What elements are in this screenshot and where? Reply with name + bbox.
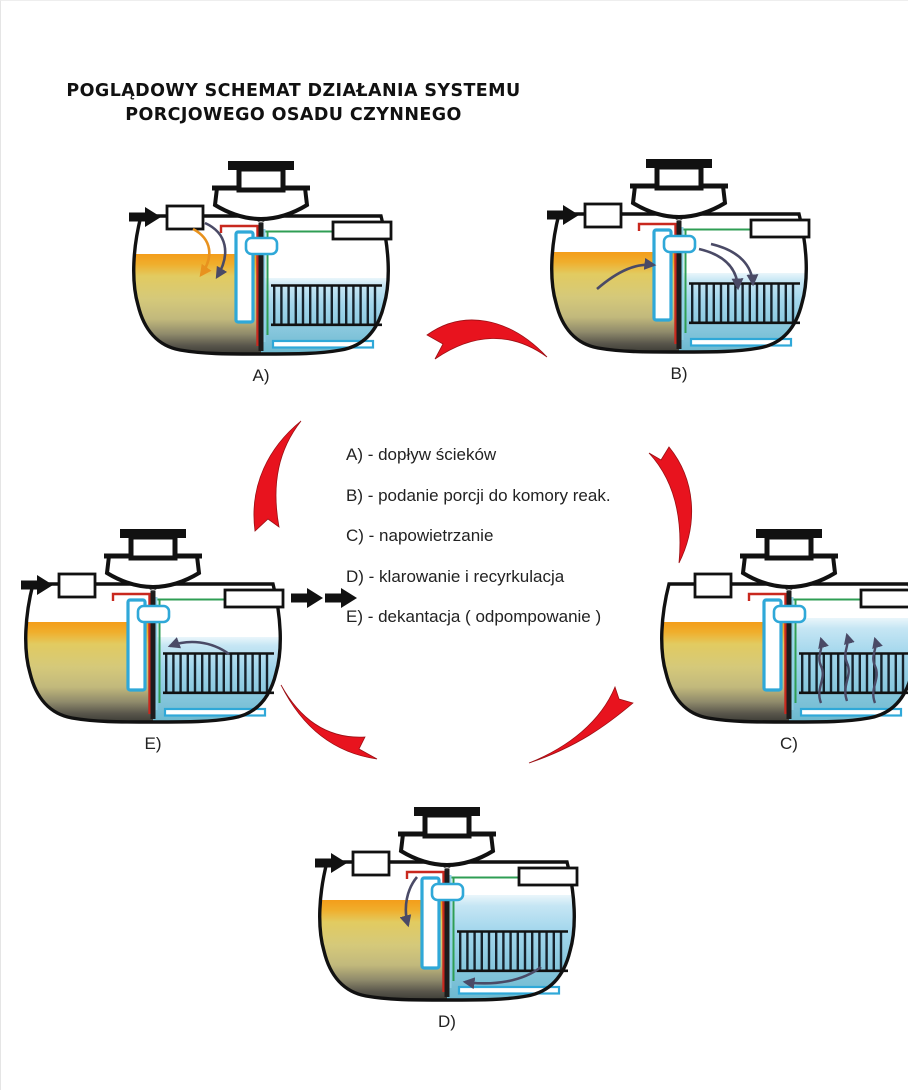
inflow-arrow-icon [21,575,53,595]
tank-a-diagram [121,159,401,386]
tank-a-drawing [121,159,401,364]
legend-item-e: E) - dekantacja ( odpompowanie ) [346,607,602,626]
inflow-arrow-icon [547,205,579,225]
tank-b-label: B) [670,364,688,383]
cycle-arrow-a-to-b-icon [421,311,551,369]
legend [346,445,676,648]
legend-item-a: A) - dopływ ścieków [346,445,497,464]
tank-b-drawing [539,157,819,362]
tank-c-label: C) [780,734,798,753]
inflow-arrow-icon [315,853,347,873]
page-title-line1: POGLĄDOWY SCHEMAT DZIAŁANIA SYSTEMU [66,81,521,101]
page-title [61,79,526,127]
tank-d-diagram [307,805,587,1032]
cycle-arrow-e-to-a-icon [241,417,313,539]
tank-d-drawing [307,805,587,1010]
cycle-arrow-c-to-d-icon [525,685,640,767]
legend-item-d: D) - klarowanie i recyrkulacja [346,566,565,586]
cycle-arrow-d-to-e-icon [277,679,387,765]
tank-e-label: E) [144,734,162,753]
legend-item-b: B) - podanie porcji do komory reak. [346,485,611,505]
legend-item-c: C) - napowietrzanie [346,526,494,545]
tank-d-label: D) [438,1012,456,1031]
inflow-arrow-icon [129,207,161,227]
page-title-line2: PORCJOWEGO OSADU CZYNNEGO [125,105,462,125]
outflow-arrow-icon [291,588,323,608]
tank-a-label: A) [252,366,270,385]
tank-b-diagram [539,157,819,384]
